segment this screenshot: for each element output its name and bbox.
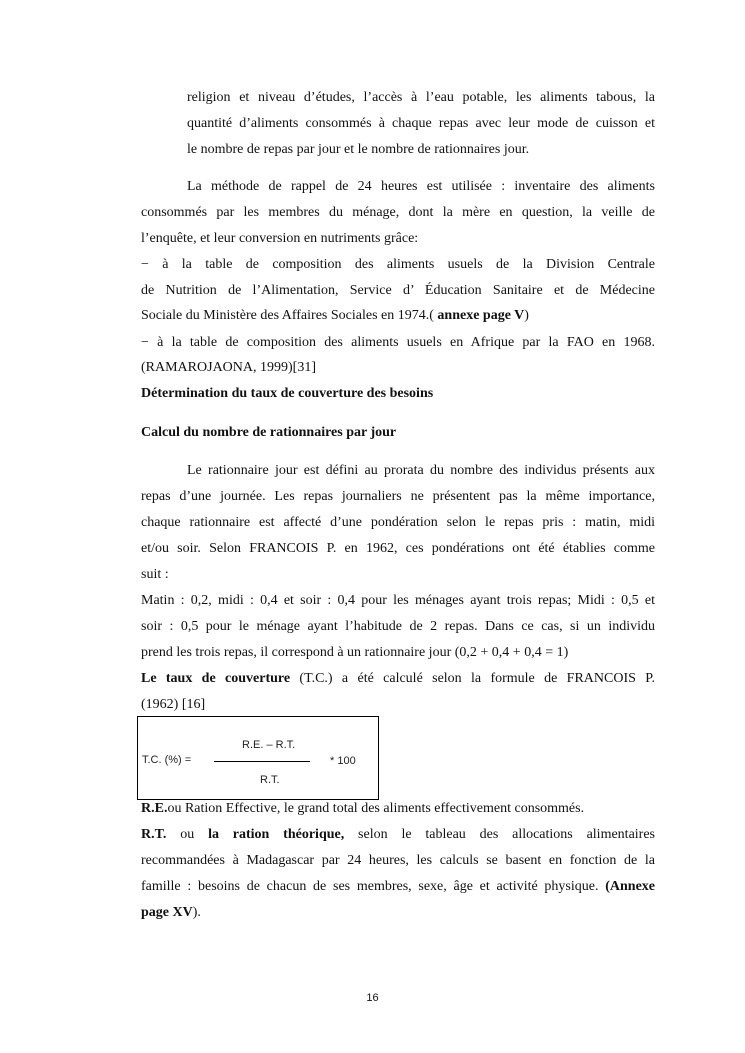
def-rt-line-4: page XV). — [141, 905, 201, 920]
coverage-line-1: Le taux de couverture (T.C.) a été calculé selon la formule de FRANCOIS P. — [141, 671, 655, 686]
formula-denominator: R.T. — [260, 774, 280, 783]
method-line-2: consommés par les membres du ménage, dont la mère en question, la veille de — [141, 205, 655, 220]
ration-line-4: et/ou soir. Selon FRANCOIS P. en 1962, ces pondérations ont été établies comme — [141, 541, 655, 556]
def-rt-term: la ration théorique, — [208, 827, 345, 842]
def-re: R.E.ou Ration Effective, le grand total des aliments effectivement consommés. — [141, 801, 585, 816]
ration-line-2: repas d’une journée. Les repas journaliers ne présentent pas la même importance, — [141, 489, 655, 504]
coverage-term: Le taux de couverture — [141, 671, 291, 686]
coverage-line-2: (1962) [16] — [141, 697, 206, 712]
def-rt-abbr: R.T. — [141, 827, 167, 842]
heading-rationnaires: Calcul du nombre de rationnaires par jour — [141, 425, 397, 440]
annexe-xv-ref-end: page XV — [141, 905, 193, 920]
annexe-v-ref: annexe page V — [437, 308, 525, 323]
ration-line-5: suit : — [141, 567, 169, 582]
heading-taux-couverture: Détermination du taux de couverture des besoins — [141, 386, 434, 401]
annexe-xv-ref-start: (Annexe — [605, 879, 655, 894]
list-line-2: quantité d’aliments consommés à chaque repas avec leur mode de cuisson et — [187, 116, 655, 131]
ration-line-7: soir : 0,5 pour le ménage ayant l’habitude de 2 repas. Dans ce cas, si un individu — [141, 619, 655, 634]
method-item2-line-2: (RAMAROJAONA, 1999)[31] — [141, 360, 316, 375]
list-line-3: le nombre de repas par jour et le nombre de rationnaires jour. — [187, 142, 530, 157]
fraction-bar — [214, 761, 310, 762]
def-rt-line-3: famille : besoins de chacun de ses membres, sexe, âge et activité physique. (Annexe — [141, 879, 655, 894]
def-re-abbr: R.E. — [141, 801, 168, 816]
method-item1-line-2: de Nutrition de l’Alimentation, Service d’ Éducation Sanitaire et de Médecine — [141, 283, 655, 298]
method-item1-line-3: Sociale du Ministère des Affaires Sociales en 1974.( annexe page V) — [141, 308, 529, 323]
formula-lhs: T.C. (%) = — [142, 754, 192, 766]
page-number: 16 — [366, 992, 379, 1004]
method-item2-line-1: − à la table de composition des aliments usuels en Afrique par la FAO en 1968. — [141, 335, 655, 350]
formula-multiplier: * 100 — [330, 755, 356, 767]
ration-line-6: Matin : 0,2, midi : 0,4 et soir : 0,4 pour les ménages ayant trois repas; Midi : 0,5 et — [141, 593, 655, 608]
method-line-3: l’enquête, et leur conversion en nutriments grâce: — [141, 231, 419, 246]
list-line-1: religion et niveau d’études, l’accès à l’eau potable, les aliments tabous, la — [187, 90, 655, 105]
ration-line-8: prend les trois repas, il correspond à un rationnaire jour (0,2 + 0,4 + 0,4 = 1) — [141, 645, 569, 660]
formula-numerator: R.E. – R.T. — [242, 739, 296, 751]
method-item1-line-1: − à la table de composition des aliments usuels de la Division Centrale — [141, 257, 655, 272]
def-rt-line-2: recommandées à Madagascar par 24 heures, les calculs se basent en fonction de la — [141, 853, 655, 868]
def-rt-line-1: R.T. ou la ration théorique, selon le tableau des allocations alimentaires — [141, 827, 655, 842]
ration-line-3: chaque rationnaire est affecté d’une pondération selon le repas pris : matin, midi — [141, 515, 655, 530]
ration-line-1: Le rationnaire jour est défini au prorata du nombre des individus présents aux — [187, 463, 655, 478]
method-line-1: La méthode de rappel de 24 heures est utilisée : inventaire des aliments — [187, 179, 655, 194]
